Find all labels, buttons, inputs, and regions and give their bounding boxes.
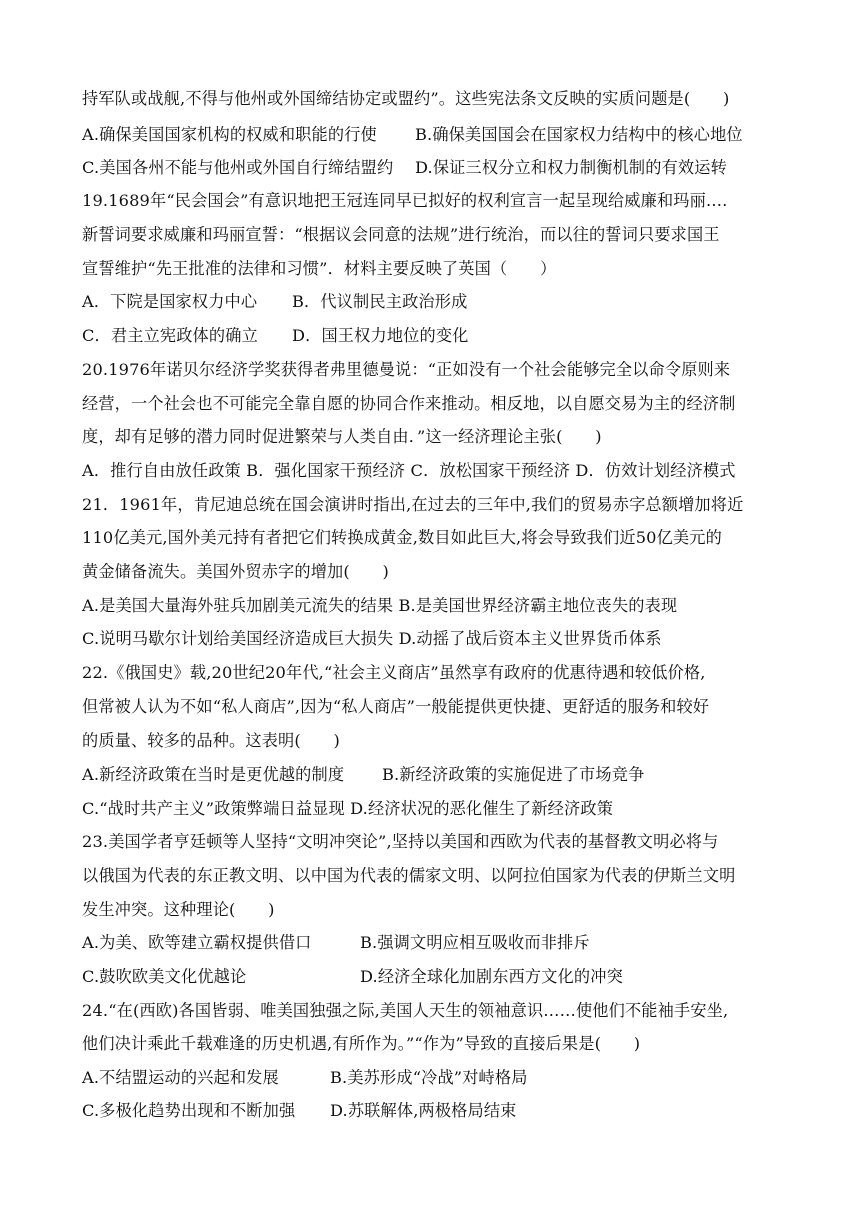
q19-options-row-1 [82, 292, 468, 312]
q21-options-cd[interactable]: C.说明马歇尔计划给美国经济造成巨大损失 D.动摇了战后资本主义世界货币体系 [82, 629, 662, 648]
q24-option-a[interactable]: A.不结盟运动的兴起和发展 [82, 1068, 279, 1087]
q19-options-row-2 [82, 326, 469, 346]
q23-options-row-1 [82, 933, 590, 953]
q22-option-b[interactable]: B.新经济政策的实施促进了市场竞争 [382, 765, 645, 784]
q23-options-row-2 [82, 967, 623, 987]
q18-option-c[interactable]: C.美国各州不能与他州或外国自行缔结盟约 [82, 158, 394, 177]
q24-options-row-2 [82, 1101, 517, 1121]
q20-options[interactable]: A．推行自由放任政策 B．强化国家干预经济 C．放松国家干预经济 D．仿效计划经济模式 [82, 461, 736, 480]
q24-option-b[interactable]: B.美苏形成“冷战”对峙格局 [330, 1068, 528, 1087]
q24-option-c[interactable]: C.多极化趋势出现和不断加强 [82, 1101, 296, 1120]
q19-stem-line-1: 19.1689年“民会国会”有意识地把王冠连同早已拟好的权利宣言一起呈现给威廉和玛丽.… [82, 191, 728, 210]
q19-option-b[interactable]: B．代议制民主政治形成 [292, 292, 468, 311]
q19-option-c[interactable]: C．君主立宪政体的确立 [82, 326, 258, 345]
q23-stem-line-2: 以俄国为代表的东正教文明、以中国为代表的儒家文明、以阿拉伯国家为代表的伊斯兰文明 [82, 866, 736, 885]
q24-stem-line-1: 24.“在(西欧)各国皆弱、唯美国独强之际,美国人天生的领袖意识……使他们不能袖手安坐, [82, 1001, 729, 1020]
q21-stem-line-2: 110亿美元,国外美元持有者把它们转换成黄金,数目如此巨大,将会导致我们近50亿美元的 [82, 528, 722, 547]
q20-stem-line-2: 经营，一个社会也不可能完全靠自愿的协同合作来推动。相反地，以自愿交易为主的经济制 [82, 394, 736, 413]
q23-option-a[interactable]: A.为美、欧等建立霸权提供借口 [82, 933, 312, 952]
q24-stem-line-2: 他们决计乘此千载难逢的历史机遇,有所作为。”“作为”导致的直接后果是( ) [82, 1034, 641, 1053]
q24-option-d[interactable]: D.苏联解体,两极格局结束 [330, 1101, 517, 1120]
q20-stem-line-1: 20.1976年诺贝尔经济学奖获得者弗里德曼说：“正如没有一个社会能够完全以命令原则来 [82, 360, 731, 379]
q21-options-ab[interactable]: A.是美国大量海外驻兵加剧美元流失的结果 B.是美国世界经济霸主地位丧失的表现 [82, 596, 678, 615]
q21-stem-line-1: 21．1961年，肯尼迪总统在国会演讲时指出,在过去的三年中,我们的贸易赤字总额增加将近 [82, 495, 744, 514]
q23-option-b[interactable]: B.强调文明应相互吸收而非排斥 [360, 933, 590, 952]
q23-stem-line-1: 23.美国学者亨廷顿等人坚持“文明冲突论”,坚持以美国和西欧为代表的基督教文明必将与 [82, 832, 719, 851]
q19-option-d[interactable]: D．国王权力地位的变化 [292, 326, 469, 345]
q22-stem-line-3: 的质量、较多的品种。这表明( ) [82, 731, 340, 750]
q22-options-row-1 [82, 765, 645, 785]
q19-option-a[interactable]: A．下院是国家权力中心 [82, 292, 258, 311]
q19-stem-line-3: 宣誓维护“先王批准的法律和习惯”．材料主要反映了英国（ ） [82, 259, 557, 278]
q21-stem-line-3: 黄金储备流失。美国外贸赤字的增加( ) [82, 562, 390, 581]
q20-stem-line-3: 度，却有足够的潜力同时促进繁荣与人类自由．”这一经济理论主张( ) [82, 427, 602, 446]
q18-option-a[interactable]: A.确保美国国家机构的权威和职能的行使 [82, 125, 377, 144]
q18-stem-tail: 持军队或战舰,不得与他州或外国缔结协定或盟约”。这些宪法条文反映的实质问题是( ) [82, 89, 730, 108]
q22-option-a[interactable]: A.新经济政策在当时是更优越的制度 [82, 765, 345, 784]
q23-stem-line-3: 发生冲突。这种理论( ) [82, 900, 275, 919]
q24-options-row-1 [82, 1068, 528, 1088]
q18-option-b[interactable]: B.确保美国国会在国家权力结构中的核心地位 [415, 125, 743, 144]
q22-options-cd[interactable]: C.“战时共产主义”政策弊端日益显现 D.经济状况的恶化催生了新经济政策 [82, 799, 614, 818]
q18-option-d[interactable]: D.保证三权分立和权力制衡机制的有效运转 [415, 158, 727, 177]
q22-stem-line-2: 但常被人认为不如“私人商店”,因为“私人商店”一般能提供更快捷、更舒适的服务和较好 [82, 697, 710, 716]
q23-option-c[interactable]: C.鼓吹欧美文化优越论 [82, 967, 247, 986]
q19-stem-line-2: 新誓词要求威廉和玛丽宣誓：“根据议会同意的法规”进行统治，而以往的誓词只要求国王 [82, 225, 720, 244]
q18-options-row-2 [82, 158, 727, 178]
q23-option-d[interactable]: D.经济全球化加剧东西方文化的冲突 [360, 967, 623, 986]
q18-options-row-1 [82, 125, 743, 145]
q22-stem-line-1: 22.《俄国史》载,20世纪20年代,“社会主义商店”虽然享有政府的优惠待遇和较低价格, [82, 663, 706, 682]
